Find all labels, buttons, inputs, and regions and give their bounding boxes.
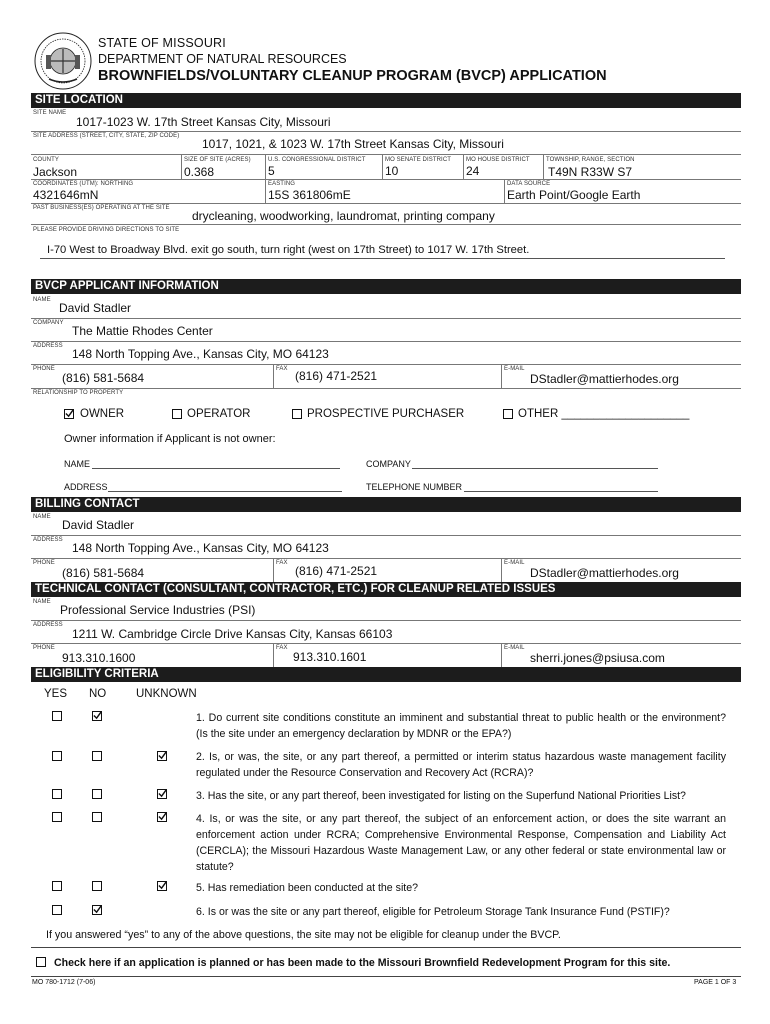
checkmark-icon [158, 751, 167, 760]
technical-phone-field[interactable]: 913.310.1600 [62, 651, 136, 665]
billing-address-label: ADDRESS [33, 537, 63, 543]
q6-no-checkbox[interactable] [92, 905, 102, 915]
owner-telephone-input[interactable] [464, 491, 658, 492]
senate-district-field[interactable]: 10 [385, 164, 399, 178]
billing-name-field[interactable]: David Stadler [62, 518, 135, 532]
billing-address-field[interactable]: 148 North Topping Ave., Kansas City, MO 64123 [72, 541, 329, 555]
q2-unknown-checkbox[interactable] [157, 751, 167, 761]
site-size-field[interactable]: 0.368 [184, 165, 215, 179]
q3-yes-checkbox[interactable] [52, 789, 62, 799]
checkmark-icon [158, 789, 167, 798]
question-4: 4. Is, or was the site, or any part thereof, the subject of an enforcement action, or does the site warrant an enforcement action under RCRA; Comprehensive Environmental Response, Compensation and Liability Act (CERCLA); the Missouri Hazardous Waste Management Law, or any other federal or state environmental law or statute? [196, 813, 726, 873]
q1-yes-checkbox[interactable] [52, 711, 62, 721]
state-name: STATE OF MISSOURI [98, 36, 226, 50]
easting-field[interactable]: 15S 361806mE [268, 188, 351, 202]
technical-heading: TECHNICAL CONTACT (CONSULTANT, CONTRACTOR, ETC.) FOR CLEANUP RELATED ISSUES [31, 582, 741, 597]
northing-label: COORDINATES (UTM): NORTHING [33, 181, 134, 187]
prospective-purchaser-checkbox[interactable] [292, 409, 302, 419]
technical-phone-label: PHONE [33, 645, 55, 651]
billing-heading: BILLING CONTACT [31, 497, 741, 512]
house-district-label: MO HOUSE DISTRICT [466, 157, 530, 163]
owner-checkbox[interactable] [64, 409, 74, 419]
question-2: 2. Is, or was, the site, or any part thereof, a permitted or interim status hazardous waste management facility regulated under the Resource Conservation and Recovery Act (RCRA)? [196, 751, 726, 779]
applicant-phone-label: PHONE [33, 366, 55, 372]
question-6: 6. Is or was the site or any part thereof, eligible for Petroleum Storage Tank Insurance Fund (PSTIF)? [196, 906, 670, 918]
unknown-column-header: UNKNOWN [136, 688, 197, 700]
applicant-name-label: NAME [33, 297, 51, 303]
q2-yes-checkbox[interactable] [52, 751, 62, 761]
owner-address-input[interactable] [108, 491, 342, 492]
billing-fax-field[interactable]: (816) 471-2521 [295, 564, 378, 578]
other-checkbox[interactable] [503, 409, 513, 419]
eligibility-footnote: If you answered “yes” to any of the above questions, the site may not be eligible for cleanup under the BVCP. [46, 929, 561, 941]
directions-label: PLEASE PROVIDE DRIVING DIRECTIONS TO SITE [33, 227, 180, 233]
q1-no-checkbox[interactable] [92, 711, 102, 721]
technical-email-label: E-MAIL [504, 645, 525, 651]
billing-email-label: E-MAIL [504, 560, 525, 566]
q6-yes-checkbox[interactable] [52, 905, 62, 915]
owner-company-input[interactable] [412, 468, 658, 469]
question-1: 1. Do current site conditions constitute an imminent and substantial threat to public health or the environment? (Is the site under an emergency declaration by MDNR or the EPA?) [196, 712, 726, 740]
data-source-field[interactable]: Earth Point/Google Earth [507, 188, 641, 202]
q3-unknown-checkbox[interactable] [157, 789, 167, 799]
applicant-company-field[interactable]: The Mattie Rhodes Center [72, 324, 213, 338]
owner-company-label: COMPANY [366, 459, 411, 469]
township-label: TOWNSHIP, RANGE, SECTION [546, 157, 635, 163]
site-address-label: SITE ADDRESS (STREET, CITY, STATE, ZIP CODE) [33, 133, 180, 139]
past-business-label: PAST BUSINESS(ES) OPERATING AT THE SITE [33, 205, 170, 211]
county-field[interactable]: Jackson [33, 165, 78, 179]
applicant-phone-field[interactable]: (816) 581-5684 [62, 371, 145, 385]
congressional-district-label: U.S. CONGRESSIONAL DISTRICT [268, 157, 366, 163]
site-name-label: SITE NAME [33, 110, 67, 116]
q5-yes-checkbox[interactable] [52, 881, 62, 891]
department-name: DEPARTMENT OF NATURAL RESOURCES [98, 52, 347, 66]
owner-info-note: Owner information if Applicant is not owner: [64, 433, 276, 445]
question-5: 5. Has remediation been conducted at the site? [196, 882, 419, 894]
technical-address-field[interactable]: 1211 W. Cambridge Circle Drive Kansas City, Kansas 66103 [72, 627, 393, 641]
checkmark-icon [65, 409, 74, 418]
billing-phone-field[interactable]: (816) 581-5684 [62, 566, 145, 580]
site-size-label: SIZE OF SITE (ACRES) [184, 157, 251, 163]
northing-field[interactable]: 4321646mN [33, 188, 99, 202]
owner-name-input[interactable] [92, 468, 340, 469]
technical-name-field[interactable]: Professional Service Industries (PSI) [60, 603, 256, 617]
question-3: 3. Has the site, or any part thereof, been investigated for listing on the Superfund National Priorities List? [196, 790, 686, 802]
site-name-field[interactable]: 1017-1023 W. 17th Street Kansas City, Missouri [76, 115, 331, 129]
township-field[interactable]: T49N R33W S7 [548, 165, 633, 179]
q5-unknown-checkbox[interactable] [157, 881, 167, 891]
q5-no-checkbox[interactable] [92, 881, 102, 891]
billing-name-label: NAME [33, 514, 51, 520]
owner-option-label: OWNER [80, 408, 125, 420]
applicant-address-field[interactable]: 148 North Topping Ave., Kansas City, MO 64123 [72, 347, 329, 361]
billing-email-field[interactable]: DStadler@mattierhodes.org [530, 566, 679, 580]
applicant-heading: BVCP APPLICANT INFORMATION [31, 279, 741, 294]
owner-telephone-label: TELEPHONE NUMBER [366, 482, 463, 492]
site-address-field[interactable]: 1017, 1021, & 1023 W. 17th Street Kansas City, Missouri [202, 137, 504, 151]
technical-fax-label: FAX [276, 645, 288, 651]
technical-address-label: ADDRESS [33, 622, 63, 628]
applicant-fax-label: FAX [276, 366, 288, 372]
prospective-purchaser-label: PROSPECTIVE PURCHASER [307, 408, 465, 420]
billing-fax-label: FAX [276, 560, 288, 566]
eligibility-heading: ELIGIBILITY CRITERIA [31, 667, 741, 682]
q4-yes-checkbox[interactable] [52, 812, 62, 822]
operator-option-label: OPERATOR [187, 408, 251, 420]
technical-fax-field[interactable]: 913.310.1601 [293, 650, 367, 664]
relationship-label: RELATIONSHIP TO PROPERTY [33, 390, 124, 396]
page-number: PAGE 1 OF 3 [694, 979, 737, 986]
checkmark-icon [93, 905, 102, 914]
applicant-address-label: ADDRESS [33, 343, 63, 349]
directions-field[interactable]: I-70 West to Broadway Blvd. exit go south, turn right (west on 17th Street) to 1017 W. 17th Street. [47, 244, 530, 256]
form-number: MO 780-1712 (7-06) [32, 979, 96, 986]
past-business-field[interactable]: drycleaning, woodworking, laundromat, printing company [192, 209, 495, 223]
congressional-district-field[interactable]: 5 [268, 164, 275, 178]
operator-checkbox[interactable] [172, 409, 182, 419]
q2-no-checkbox[interactable] [92, 751, 102, 761]
q3-no-checkbox[interactable] [92, 789, 102, 799]
applicant-name-field[interactable]: David Stadler [59, 301, 132, 315]
data-source-label: DATA SOURCE [507, 181, 551, 187]
yes-column-header: YES [44, 688, 68, 700]
state-seal-logo [31, 31, 95, 91]
billing-phone-label: PHONE [33, 560, 55, 566]
site-location-heading: SITE LOCATION [31, 93, 741, 108]
no-column-header: NO [89, 688, 107, 700]
q4-no-checkbox[interactable] [92, 812, 102, 822]
technical-email-field[interactable]: sherri.jones@psiusa.com [530, 651, 665, 665]
applicant-fax-field[interactable]: (816) 471-2521 [295, 369, 378, 383]
applicant-company-label: COMPANY [33, 320, 64, 326]
other-option-label: OTHER ____________________ [518, 408, 690, 420]
form-title: BROWNFIELDS/VOLUNTARY CLEANUP PROGRAM (BVCP) APPLICATION [98, 68, 607, 84]
senate-district-label: MO SENATE DISTRICT [385, 157, 452, 163]
county-label: COUNTY [33, 157, 59, 163]
applicant-email-label: E-MAIL [504, 366, 525, 372]
owner-name-label: NAME [64, 459, 91, 469]
checkmark-icon [93, 711, 102, 720]
q4-unknown-checkbox[interactable] [157, 812, 167, 822]
owner-address-label: ADDRESS [64, 482, 108, 492]
technical-name-label: NAME [33, 599, 51, 605]
house-district-field[interactable]: 24 [466, 164, 480, 178]
brownfield-program-label: Check here if an application is planned or has been made to the Missouri Brownfield Redevelopment Program for this site. [54, 957, 671, 969]
easting-label: EASTING [268, 181, 296, 187]
brownfield-program-checkbox[interactable] [36, 957, 46, 967]
checkmark-icon [158, 881, 167, 890]
applicant-email-field[interactable]: DStadler@mattierhodes.org [530, 372, 679, 386]
checkmark-icon [158, 812, 167, 821]
